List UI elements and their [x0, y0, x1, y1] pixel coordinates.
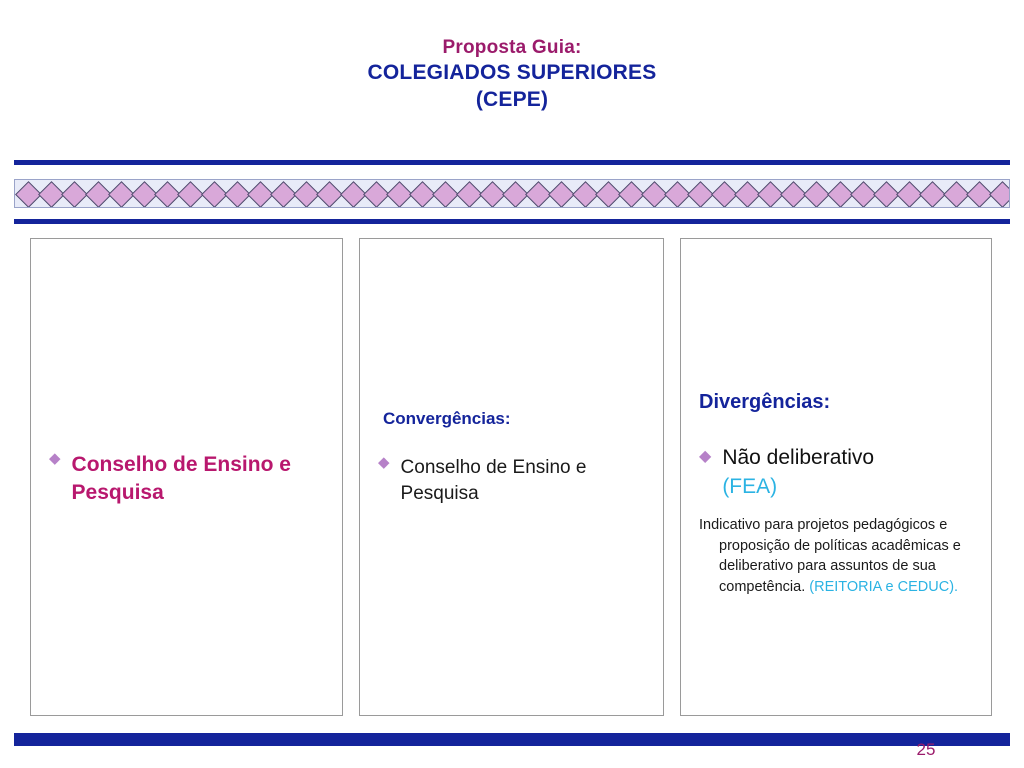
diamond-row	[19, 180, 1010, 208]
diamond-bullet-icon: ◆	[378, 454, 390, 471]
column-2-heading: Convergências:	[383, 409, 511, 428]
column-3-note-text: Indicativo para projetos pedagógicos e proposição de políticas acadêmicas e deliberativo para assuntos de sua competência.	[699, 517, 961, 595]
divider-rule-bottom	[14, 219, 1010, 224]
list-item	[49, 451, 328, 506]
column-3-bullet-suffix: (FEA)	[722, 474, 778, 498]
column-proposal	[30, 238, 343, 716]
column-3-bullet-main: Não deliberativo	[722, 446, 875, 469]
diamond-decoration-band	[14, 179, 1010, 208]
column-2-bullet-text: Conselho de Ensino e Pesquisa	[400, 457, 587, 505]
title-line-3: (CEPE)	[475, 88, 549, 112]
page-number: 25	[916, 740, 936, 759]
title-line-2: COLEGIADOS SUPERIORES	[367, 61, 657, 85]
column-convergencias	[359, 238, 664, 716]
list-item	[378, 455, 649, 507]
footer-bar	[14, 733, 1010, 746]
diamond-bullet-icon: ◆	[49, 450, 61, 467]
list-item	[699, 444, 977, 501]
content-columns	[30, 238, 994, 716]
title-line-1: Proposta Guia:	[442, 37, 582, 58]
column-divergencias	[680, 238, 992, 716]
diamond-icon	[989, 181, 1010, 208]
column-3-note-highlight: (REITORIA e CEDUC).	[809, 578, 959, 595]
divider-rule-top	[14, 160, 1010, 165]
column-3-bullet-text	[722, 444, 874, 501]
column-3-note	[699, 515, 977, 597]
column-1-bullet-text: Conselho de Ensino e Pesquisa	[71, 453, 291, 504]
page-title	[0, 36, 1024, 114]
column-3-heading: Divergências:	[699, 391, 831, 413]
diamond-bullet-icon: ◆	[699, 448, 712, 465]
